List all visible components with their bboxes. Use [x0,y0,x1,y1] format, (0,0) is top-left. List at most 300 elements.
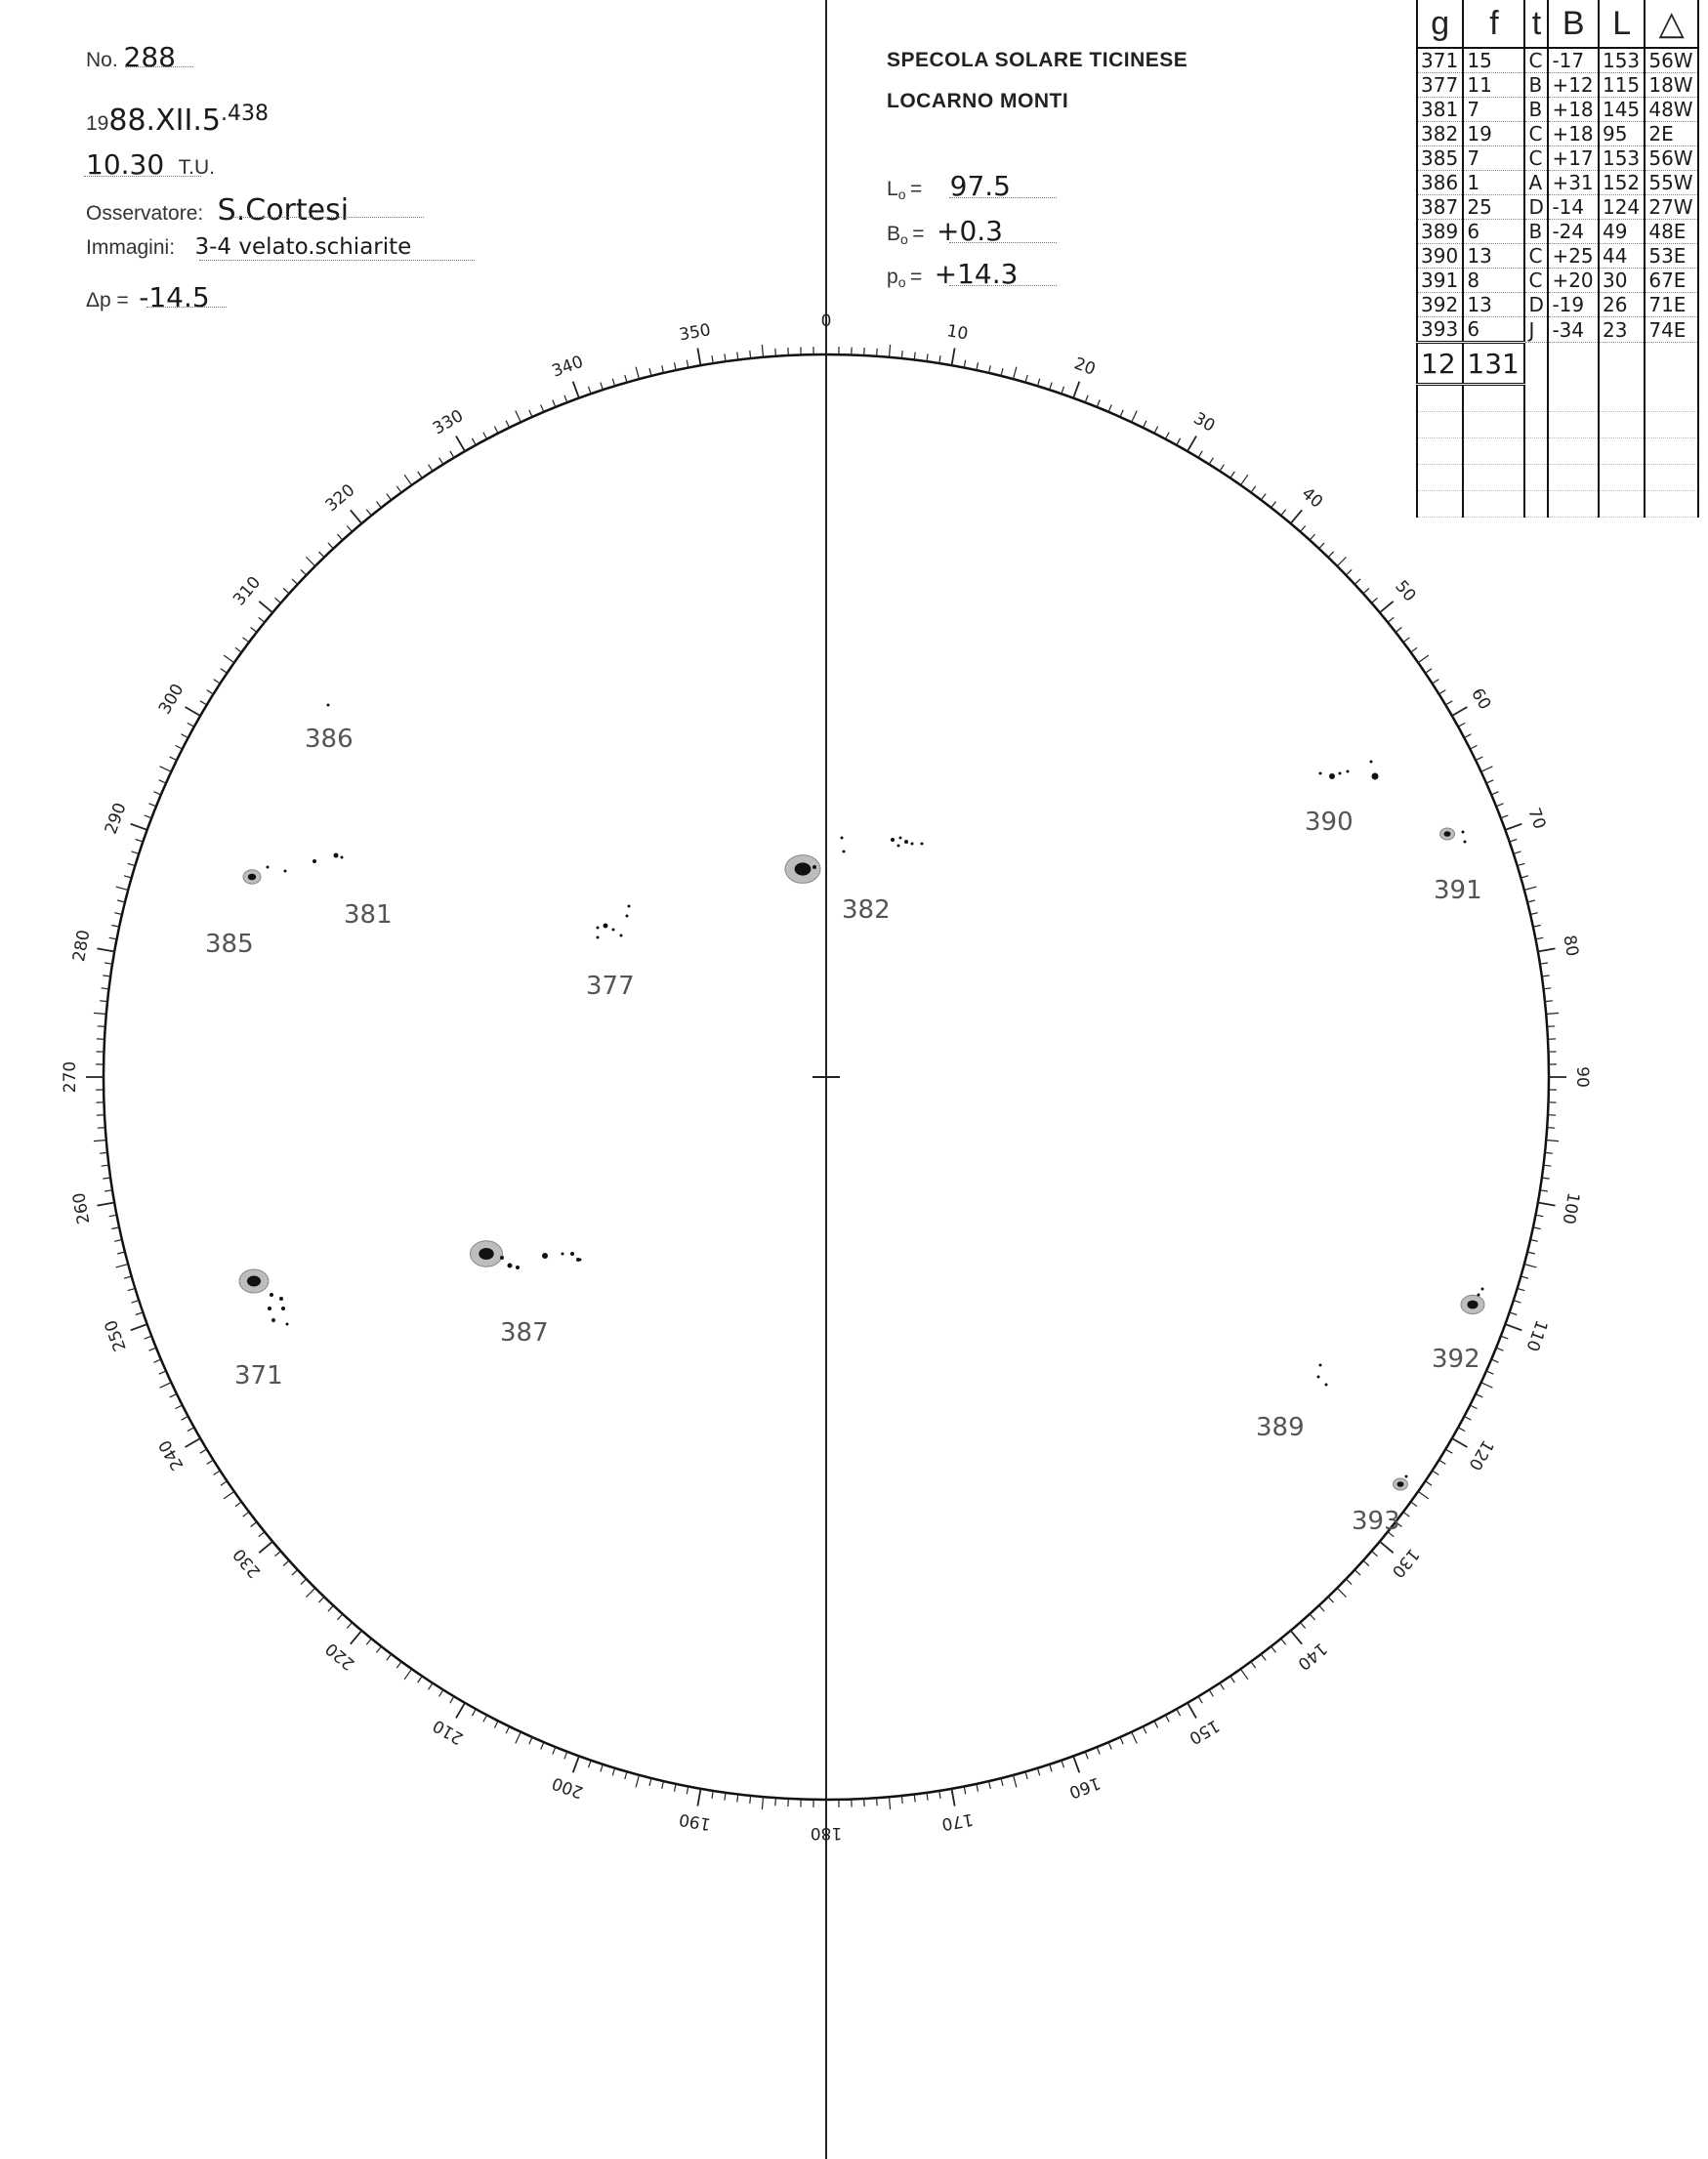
degree-tick [98,1128,105,1129]
degree-tick [1433,1471,1439,1474]
degree-tick [1310,534,1314,540]
degree-tick [429,1683,433,1690]
degree-tick [283,1560,289,1565]
degree-label-250: 250 [101,1317,131,1354]
degree-tick [1470,745,1477,749]
sunspot-dot [570,1252,574,1256]
degree-tick [1108,405,1111,412]
sunspot-dot [267,866,270,869]
delta-p-label: Δp = [86,289,129,311]
degree-tick [1120,1737,1123,1744]
degree-tick [366,1639,371,1644]
degree-tick [1481,1383,1493,1389]
degree-tick [1547,1128,1555,1129]
sunspot-dot [279,1297,283,1301]
degree-label-260: 260 [69,1190,95,1226]
degree-tick [1542,1178,1550,1179]
table-cell-g: 386 [1417,171,1463,195]
table-cell-B: +20 [1548,269,1599,293]
degree-tick [1411,647,1417,652]
degree-tick [1251,1662,1256,1668]
degree-tick [1501,815,1509,818]
degree-tick [1505,1324,1521,1330]
column-header-B: B [1548,0,1599,48]
table-cell-B: +17 [1548,146,1599,171]
table-cell-L: 44 [1599,244,1645,269]
sunspot-umbra [248,874,256,881]
table-cell-B: +12 [1548,73,1599,98]
degree-label-280: 280 [69,928,95,964]
images-label: Immagini: [86,236,176,259]
degree-tick [1132,1732,1138,1744]
degree-tick [1177,1709,1181,1716]
table-cell-△: 56W [1645,48,1698,73]
degree-label-130: 130 [1387,1544,1423,1582]
degree-tick [1073,1756,1079,1772]
sunspot-group-392 [1432,1288,1484,1375]
degree-label-60: 60 [1467,685,1495,714]
degree-label-240: 240 [154,1435,188,1474]
degree-tick [675,362,677,370]
p0-equals: = [909,266,923,288]
degree-tick [697,349,700,366]
degree-tick [553,400,556,407]
sunspot-dot [904,840,908,844]
degree-tick [117,1252,125,1254]
sunspot-group-label: 382 [842,895,891,925]
degree-tick [1388,617,1394,622]
degree-tick [1535,937,1543,939]
degree-tick [100,1152,107,1153]
sunspot-umbra [1397,1481,1404,1487]
degree-tick [697,1789,700,1806]
sunspot-dot [620,934,623,937]
degree-tick [1177,438,1181,445]
degree-tick [1025,1771,1027,1779]
degree-label-170: 170 [939,1808,976,1834]
number-value: 288 [123,41,176,73]
degree-tick [564,1752,567,1760]
degree-tick [952,1789,955,1806]
table-cell-t: C [1524,244,1548,269]
degree-tick [1240,1669,1248,1680]
degree-tick [977,362,979,370]
degree-tick [1281,510,1286,516]
degree-tick [1535,1215,1543,1217]
sunspot-dot [1319,772,1322,775]
degree-tick [1198,1696,1202,1703]
degree-tick [541,405,544,412]
degree-tick [541,1742,544,1749]
degree-tick [94,1141,106,1142]
degree-tick [387,494,392,500]
degree-tick [483,433,487,439]
sunspot-dot [270,1293,273,1297]
table-cell-g: 382 [1417,122,1463,146]
table-cell-f: 7 [1463,98,1524,122]
table-cell-B: +18 [1548,98,1599,122]
degree-tick [1470,1405,1477,1409]
degree-tick [1154,427,1158,434]
degree-tick [418,472,423,478]
sunspot-umbra [247,1276,261,1287]
degree-tick [1198,451,1202,458]
degree-tick [456,436,465,452]
degree-tick [1396,628,1401,633]
degree-tick [1120,410,1123,417]
degree-tick [1220,1683,1224,1690]
sunspot-dot [604,924,608,929]
degree-tick [1527,900,1535,902]
observer-label: Osservatore: [86,202,204,225]
degree-tick [1337,558,1346,566]
degree-label-230: 230 [229,1544,266,1582]
degree-label-220: 220 [321,1638,359,1674]
degree-tick [1209,1690,1213,1697]
degree-tick [750,351,751,358]
degree-tick [351,1631,362,1644]
sunspot-dot [542,1253,548,1259]
degree-tick [207,690,214,694]
table-cell-f: 6 [1463,220,1524,244]
degree-tick [901,351,902,358]
degree-tick [109,1215,117,1217]
degree-tick [377,1646,382,1652]
degree-tick [186,707,201,716]
degree-tick [1062,387,1064,394]
degree-tick [1452,707,1468,716]
degree-tick [494,1721,498,1727]
degree-tick [1496,1348,1503,1350]
degree-tick [939,355,940,363]
degree-tick [98,948,115,951]
degree-tick [573,382,579,398]
sunspot-umbra [1444,831,1451,837]
degree-tick [483,1715,487,1722]
table-cell-f: 7 [1463,146,1524,171]
p0-label: p [887,266,898,288]
sunspot-dot [612,929,615,932]
degree-tick [283,589,289,594]
sunspot-dot [508,1264,513,1268]
sunspot-dot [562,1253,564,1256]
degree-tick [1050,1765,1052,1772]
degree-tick [1476,1393,1482,1397]
degree-tick [1319,543,1324,549]
sunspot-group-390 [1305,761,1379,838]
degree-tick [1521,1276,1528,1278]
degree-tick [601,1765,603,1772]
degree-tick [387,1654,392,1660]
degree-tick [1403,1512,1409,1516]
degree-tick [625,375,627,383]
degree-tick [1439,1460,1446,1464]
degree-tick [1310,1614,1314,1620]
degree-tick [1346,1579,1352,1585]
sunspot-dot [281,1307,285,1310]
degree-tick [1337,1588,1346,1597]
table-cell-t: D [1524,293,1548,317]
table-cell-f: 1 [1463,171,1524,195]
degree-tick [1025,375,1027,383]
degree-tick [154,1359,161,1362]
degree-tick [214,680,221,684]
degree-tick [1514,851,1521,853]
degree-tick [131,1324,147,1330]
degree-tick [890,345,891,357]
degree-tick [472,438,476,445]
table-cell-f: 13 [1463,244,1524,269]
sunspot-dot [1462,831,1465,834]
degree-label-320: 320 [321,480,359,517]
table-cell-L: 145 [1599,98,1645,122]
B0-value: +0.3 [936,215,1003,247]
sunspot-group-label: 371 [234,1361,283,1391]
degree-tick [450,1696,454,1703]
degree-label-140: 140 [1293,1638,1331,1674]
degree-tick [1261,494,1266,500]
degree-tick [506,1726,510,1733]
sunspot-group-393 [1352,1475,1408,1537]
degree-tick [338,1614,343,1620]
degree-tick [439,1690,443,1697]
degree-tick [200,1449,207,1453]
degree-tick [1108,1742,1111,1749]
table-cell-△: 67E [1645,269,1698,293]
degree-tick [625,1771,627,1779]
degree-tick [762,345,763,357]
degree-tick [318,552,324,558]
degree-tick [516,411,521,423]
table-cell-L: 30 [1599,269,1645,293]
degree-tick [1426,1481,1433,1486]
degree-tick [1085,1752,1088,1760]
degree-tick [117,900,125,902]
degree-tick [612,379,614,387]
degree-tick [712,355,713,363]
degree-label-100: 100 [1558,1190,1583,1226]
table-cell-L: 23 [1599,317,1645,343]
degree-tick [429,465,433,472]
degree-tick [687,360,688,368]
degree-tick [1496,804,1503,807]
degree-tick [251,628,257,633]
sunspot-group-385 [205,853,344,960]
degree-tick [1546,1013,1559,1014]
table-cell-f: 8 [1463,269,1524,293]
sunspot-dot [1339,772,1342,775]
degree-tick [1458,723,1465,727]
degree-tick [149,804,156,807]
degree-tick [243,1512,249,1516]
degree-tick [259,617,265,622]
degree-tick [109,937,117,939]
degree-label-350: 350 [677,320,713,346]
degree-label-80: 80 [1559,934,1582,958]
degree-tick [589,1761,592,1768]
sunspot-dot [284,870,287,873]
degree-tick [914,1795,915,1803]
L0-sub: o [897,187,906,203]
degree-tick [128,1288,136,1290]
degree-tick [750,1796,751,1804]
degree-tick [187,723,194,727]
degree-label-50: 50 [1391,576,1420,606]
degree-tick [1062,1761,1064,1768]
degree-tick [1545,1152,1553,1153]
sunspot-dot [843,851,846,853]
degree-tick [1372,598,1378,602]
degree-tick [890,1797,891,1809]
degree-tick [612,1768,614,1776]
sunspot-group-label: 391 [1434,876,1482,905]
total-spots: 131 [1463,343,1524,385]
degree-tick [1518,863,1525,865]
sunspot-dot [812,865,816,869]
degree-tick [1510,840,1518,843]
institution-name: SPECOLA SOLARE TICINESE [887,49,1188,71]
p0-value: +14.3 [934,258,1019,290]
sunspot-dot [312,859,316,863]
table-cell-t: C [1524,269,1548,293]
degree-tick [1521,876,1528,878]
degree-tick [154,792,161,795]
total-groups: 12 [1417,343,1463,385]
degree-tick [116,887,129,890]
table-cell-B: -17 [1548,48,1599,73]
sunspot-dot [516,1266,520,1269]
degree-tick [1143,1726,1146,1733]
sunspot-dot [891,838,895,842]
degree-tick [1518,1288,1525,1290]
degree-tick [396,486,401,492]
degree-tick [1143,421,1146,428]
date-suffix: .438 [220,102,269,126]
degree-tick [1545,1001,1553,1002]
table-cell-L: 153 [1599,146,1645,171]
degree-tick [351,510,362,523]
degree-tick [1187,1703,1196,1719]
degree-tick [1486,1371,1493,1374]
degree-tick [737,1795,738,1803]
degree-tick [1501,1336,1509,1339]
degree-tick [404,1669,412,1680]
column-header-L: L [1599,0,1645,48]
degree-tick [1291,510,1303,523]
sunspot-dot [597,936,600,939]
degree-tick [1085,395,1088,403]
degree-tick [103,1178,110,1179]
degree-tick [1476,757,1482,761]
degree-tick [456,1703,465,1719]
degree-label-70: 70 [1523,805,1550,832]
table-cell-f: 13 [1463,293,1524,317]
sunspot-group-381 [344,900,393,930]
degree-label-160: 160 [1066,1772,1104,1803]
sunspot-dot [597,927,600,930]
degree-tick [347,1623,352,1629]
degree-tick [100,1001,107,1002]
degree-label-30: 30 [1189,408,1219,436]
degree-tick [1261,1654,1266,1660]
L0-value: 97.5 [949,170,1011,202]
degree-tick [301,1579,307,1585]
degree-tick [1271,1646,1276,1652]
degree-tick [136,840,144,843]
degree-tick [1418,655,1429,663]
degree-tick [182,1416,188,1420]
time-value: 10.30 [86,148,165,181]
degree-tick [1050,383,1052,391]
column-header-f: f [1463,0,1524,48]
table-cell-B: -14 [1548,195,1599,220]
sunspot-dot [841,837,844,840]
degree-label-210: 210 [429,1715,468,1749]
degree-tick [98,1203,115,1206]
degree-tick [725,353,726,361]
degree-tick [1230,1677,1235,1683]
degree-tick [573,1756,579,1772]
degree-tick [1328,1597,1334,1602]
degree-tick [1380,1542,1394,1554]
degree-tick [396,1662,401,1668]
degree-tick [901,1796,902,1804]
sunspot-umbra [479,1248,493,1260]
degree-tick [1363,589,1369,594]
sunspot-group-label: 389 [1256,1413,1305,1442]
sunspot-dot [268,1307,271,1310]
degree-tick [176,1405,183,1409]
degree-tick [136,1312,144,1315]
degree-label-190: 190 [677,1808,713,1834]
degree-tick [1533,1227,1541,1229]
degree-tick [1240,475,1248,485]
B0-label: B [887,223,901,245]
delta-p-value: -14.5 [139,281,210,313]
degree-tick [1530,1240,1538,1242]
sunspot-dot [1347,770,1350,773]
degree-tick [243,638,249,643]
degree-tick [338,534,343,540]
degree-tick [116,1265,129,1267]
degree-tick [1001,368,1003,376]
observer-value: S.Cortesi [217,193,350,228]
table-cell-f: 25 [1463,195,1524,220]
table-cell-f: 6 [1463,317,1524,343]
degree-tick [318,1597,324,1602]
degree-tick [1486,780,1493,783]
degree-tick [1491,792,1498,795]
degree-tick [307,558,315,566]
table-cell-g: 385 [1417,146,1463,171]
table-cell-△: 53E [1645,244,1698,269]
degree-tick [1209,458,1213,465]
B0-equals: = [912,223,925,245]
degree-tick [111,1227,119,1229]
table-cell-△: 55W [1645,171,1698,195]
date-prefix: 19 [86,112,109,135]
table-cell-B: -34 [1548,317,1599,343]
table-cell-g: 392 [1417,293,1463,317]
degree-tick [1538,1203,1556,1206]
table-cell-△: 74E [1645,317,1698,343]
degree-tick [1505,824,1521,830]
sunspot-group-386 [305,704,354,755]
sunspot-dot [1370,761,1373,764]
degree-tick [737,353,738,360]
column-header-delta: △ [1645,0,1698,48]
table-cell-L: 49 [1599,220,1645,244]
